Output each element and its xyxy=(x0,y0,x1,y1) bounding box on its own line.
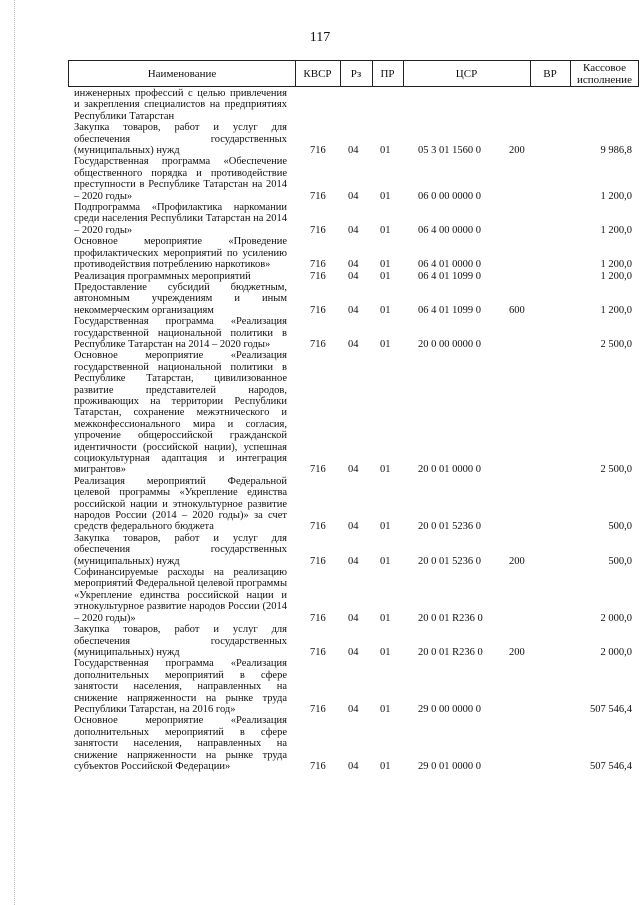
header-vr: ВР xyxy=(530,61,571,86)
table-row xyxy=(0,156,640,202)
row-rz: 04 xyxy=(348,521,359,533)
page-number: 117 xyxy=(309,30,331,45)
row-name: Предоставление субсидий бюджетным, автономным учреждениям и иным некоммерческим организациям xyxy=(74,281,287,316)
header-kvsr: КВСР xyxy=(295,61,341,86)
row-kvsr: 716 xyxy=(310,703,326,715)
row-pr: 01 xyxy=(380,304,391,316)
row-kvsr: 716 xyxy=(310,464,326,476)
row-kvsr: 716 xyxy=(310,555,326,567)
row-sum: 1 200,0 xyxy=(600,190,632,202)
row-rz: 04 xyxy=(348,270,359,282)
row-name: Подпрограмма «Профилактика наркомании среди населения Республики Татарстан на 2014 – 2020 годы» xyxy=(74,202,287,236)
row-name: Государственная программа «Реализация государственной национальной политики в Республике Татарстан на 2014 – 2020 годы» xyxy=(74,316,287,350)
row-name: Реализация программных мероприятий xyxy=(74,270,251,282)
row-name: Основное мероприятие «Реализация государственной национальной политики в Республике Татарстан, цивилизованное развитие представителей народов, проживающих на территории Республики Татарстан, сохранение межэтнического и межконфессионального мира и согласия, упрочение общероссийской гражданской идентичности (российской нации), успешная социокультурная адаптация и интеграция мигрантов» xyxy=(74,350,287,476)
table-row xyxy=(0,122,640,156)
row-pr: 01 xyxy=(380,270,391,282)
row-sum: 1 200,0 xyxy=(600,270,632,282)
row-rz: 04 xyxy=(348,304,359,316)
table-row xyxy=(0,567,640,624)
row-name: инженерных профессий с целью привлечения и закрепления специалистов на предприятиях Республики Татарстан xyxy=(74,88,287,122)
row-name: Государственная программа «Реализация дополнительных мероприятий в сфере занятости населения, направленных на снижение напряженности на рынке труда Республики Татарстан, на 2016 год» xyxy=(74,658,287,715)
header-sum: Кассовое исполнение xyxy=(577,61,632,86)
row-pr: 01 xyxy=(380,259,391,271)
table-row xyxy=(0,476,640,533)
row-sum: 1 200,0 xyxy=(600,259,632,271)
table-body xyxy=(0,88,640,772)
row-sum: 2 500,0 xyxy=(600,464,632,476)
header-name: Наименование xyxy=(69,61,296,86)
table-row xyxy=(0,316,640,350)
table-row xyxy=(0,715,640,772)
row-kvsr: 716 xyxy=(310,760,326,772)
row-kvsr: 716 xyxy=(310,304,326,316)
row-name: Реализация мероприятий Федеральной целевой программы «Укрепление единства российской нации и этнокультурное развитие народов России (2014 – 2020 годы)» за счет средств федерального бюджета xyxy=(74,475,287,533)
table-row xyxy=(0,271,640,282)
row-name: Закупка товаров, работ и услуг для обеспечения государственных (муниципальных) нужд xyxy=(74,532,287,567)
row-vr: 200 xyxy=(509,646,525,658)
row-sum: 2 000,0 xyxy=(600,612,632,624)
row-name: Софинансируемые расходы на реализацию мероприятий Федеральной целевой программы «Укрепление единства российской нации и этнокультурное развитие народов России (2014 – 2020 годы)» xyxy=(74,567,287,624)
row-pr: 01 xyxy=(380,224,391,236)
row-name: Закупка товаров, работ и услуг для обеспечения государственных (муниципальных) нужд xyxy=(74,624,287,658)
row-sum: 2 500,0 xyxy=(600,338,632,350)
row-kvsr: 716 xyxy=(310,224,326,236)
row-rz: 04 xyxy=(348,259,359,271)
row-pr: 01 xyxy=(380,145,391,157)
row-csr: 20 0 01 0000 0 xyxy=(418,464,481,476)
row-name: Основное мероприятие «Проведение профилактических мероприятий по усилению противодействия потреблению наркотиков» xyxy=(74,236,287,271)
row-kvsr: 716 xyxy=(310,338,326,350)
row-rz: 04 xyxy=(348,464,359,476)
row-kvsr: 716 xyxy=(310,190,326,202)
table-header xyxy=(68,60,639,87)
row-rz: 04 xyxy=(348,646,359,658)
row-pr: 01 xyxy=(380,338,391,350)
row-csr: 06 4 00 0000 0 xyxy=(418,224,481,236)
row-vr: 200 xyxy=(509,145,525,157)
row-csr: 06 0 00 0000 0 xyxy=(418,190,481,202)
row-csr: 20 0 01 R236 0 xyxy=(418,646,483,658)
row-csr: 06 4 01 1099 0 xyxy=(418,270,481,282)
row-rz: 04 xyxy=(348,190,359,202)
row-sum: 1 200,0 xyxy=(600,224,632,236)
table-row xyxy=(0,350,640,475)
row-sum: 507 546,4 xyxy=(590,760,632,772)
row-csr: 20 0 00 0000 0 xyxy=(418,338,481,350)
row-sum: 2 000,0 xyxy=(600,646,632,658)
table-row xyxy=(0,533,640,567)
header-pr: ПР xyxy=(372,61,404,86)
row-kvsr: 716 xyxy=(310,259,326,271)
table-row xyxy=(0,658,640,715)
row-name: Закупка товаров, работ и услуг для обеспечения государственных (муниципальных) нужд xyxy=(74,122,287,157)
row-csr: 29 0 01 0000 0 xyxy=(418,760,481,772)
row-kvsr: 716 xyxy=(310,270,326,282)
row-pr: 01 xyxy=(380,646,391,658)
row-name: Основное мероприятие «Реализация дополнительных мероприятий в сфере занятости населения, направленных на снижение напряженности на рынке труда субъектов Российской Федерации» xyxy=(74,715,287,772)
row-vr: 600 xyxy=(509,304,525,316)
row-pr: 01 xyxy=(380,703,391,715)
row-rz: 04 xyxy=(348,145,359,157)
row-kvsr: 716 xyxy=(310,646,326,658)
row-rz: 04 xyxy=(348,224,359,236)
row-rz: 04 xyxy=(348,555,359,567)
header-rz: Рз xyxy=(340,61,373,86)
row-pr: 01 xyxy=(380,190,391,202)
row-csr: 05 3 01 1560 0 xyxy=(418,145,481,157)
row-csr: 20 0 01 R236 0 xyxy=(418,612,483,624)
row-sum: 500,0 xyxy=(608,521,632,533)
row-kvsr: 716 xyxy=(310,145,326,157)
row-kvsr: 716 xyxy=(310,521,326,533)
row-kvsr: 716 xyxy=(310,612,326,624)
row-pr: 01 xyxy=(380,555,391,567)
row-pr: 01 xyxy=(380,521,391,533)
row-sum: 500,0 xyxy=(608,555,632,567)
row-pr: 01 xyxy=(380,612,391,624)
row-sum: 507 546,4 xyxy=(590,703,632,715)
row-csr: 29 0 00 0000 0 xyxy=(418,703,481,715)
header-csr: ЦСР xyxy=(403,61,531,86)
row-csr: 20 0 01 5236 0 xyxy=(418,521,481,533)
row-csr: 20 0 01 5236 0 xyxy=(418,555,481,567)
row-csr: 06 4 01 1099 0 xyxy=(418,304,481,316)
row-sum: 9 986,8 xyxy=(600,145,632,157)
row-csr: 06 4 01 0000 0 xyxy=(418,259,481,271)
table-row xyxy=(0,202,640,236)
table-row xyxy=(0,624,640,658)
row-rz: 04 xyxy=(348,703,359,715)
row-sum: 1 200,0 xyxy=(600,304,632,316)
row-pr: 01 xyxy=(380,464,391,476)
table-row xyxy=(0,88,640,122)
row-rz: 04 xyxy=(348,612,359,624)
row-pr: 01 xyxy=(380,760,391,772)
table-row xyxy=(0,236,640,270)
table-row xyxy=(0,282,640,316)
row-vr: 200 xyxy=(509,555,525,567)
row-rz: 04 xyxy=(348,760,359,772)
row-name: Государственная программа «Обеспечение общественного порядка и противодействие преступности в Республике Татарстан на 2014 – 2020 годы» xyxy=(74,156,287,202)
row-rz: 04 xyxy=(348,338,359,350)
